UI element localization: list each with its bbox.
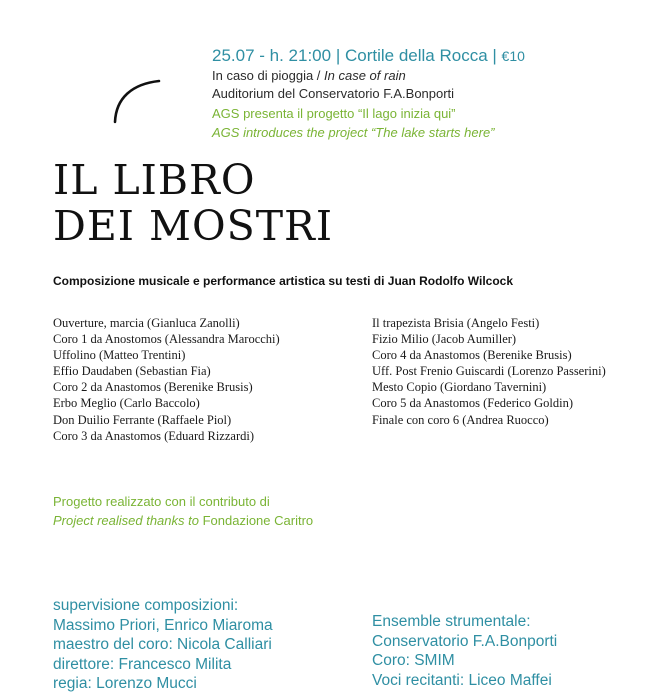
event-info	[212, 46, 525, 66]
rain-venue: Auditorium del Conservatorio F.A.Bonporti	[212, 86, 455, 101]
credit-line: direttore: Francesco Milita	[53, 655, 232, 673]
program-item: Fizio Milio (Jacob Aumiller)	[372, 332, 517, 347]
contribution-it: Progetto realizzato con il contributo di	[53, 494, 270, 509]
program-item: Coro 3 da Anastomos (Eduard Rizzardi)	[53, 428, 254, 443]
program-item: Don Duilio Ferrante (Raffaele Piol)	[53, 412, 232, 427]
credit-line: Voci recitanti: Liceo Maffei	[372, 671, 552, 689]
credits-left	[53, 596, 273, 694]
rain-notice-it: In caso di pioggia	[212, 68, 314, 83]
program-item: Finale con coro 6 (Andrea Ruocco)	[372, 412, 549, 427]
event-date-time: 25.07 - h. 21:00	[212, 46, 332, 65]
rain-notice	[212, 68, 406, 83]
program-item: Coro 2 da Anastomos (Berenike Brusis)	[53, 380, 253, 395]
page-title-line-2: DEI MOSTRI	[53, 202, 334, 250]
project-intro-it: AGS presenta il progetto “Il lago inizia qui”	[212, 106, 456, 121]
contribution-note	[53, 492, 313, 530]
program-item: Erbo Meglio (Carlo Baccolo)	[53, 396, 200, 411]
contribution-en-line	[53, 511, 313, 530]
rain-notice-sep: /	[313, 68, 325, 83]
decorative-arc	[112, 78, 162, 124]
program-list-left	[53, 315, 280, 444]
credit-line: supervisione composizioni:	[53, 597, 239, 614]
project-intro-en: AGS introduces the project “The lake starts here”	[212, 125, 495, 140]
event-venue: Cortile della Rocca	[344, 46, 488, 65]
program-item: Mesto Copio (Giordano Tavernini)	[372, 380, 547, 395]
page-subtitle: Composizione musicale e performance artistica su testi di Juan Rodolfo Wilcock	[53, 274, 514, 288]
credit-line: Coro: SMIM	[372, 652, 455, 669]
event-separator: |	[487, 46, 502, 65]
credit-line: Ensemble strumentale:	[372, 613, 531, 630]
credit-line: regia: Lorenzo Mucci	[53, 675, 197, 692]
event-price: €10	[501, 48, 525, 64]
program-item: Effio Daudaben (Sebastian Fia)	[53, 364, 211, 379]
sponsor-name: Fondazione Caritro	[198, 513, 314, 528]
credits-right	[372, 612, 557, 690]
credit-line: Massimo Priori, Enrico Miaroma	[53, 616, 273, 634]
program-item: Coro 1 da Anostomos (Alessandra Marocchi)	[53, 332, 280, 347]
program-item: Coro 4 da Anastomos (Berenike Brusis)	[372, 348, 572, 363]
program-item: Uffolino (Matteo Trentini)	[53, 348, 186, 363]
rain-notice-en: In case of rain	[324, 68, 406, 83]
program-list-right	[372, 315, 606, 428]
page-title	[53, 157, 333, 249]
contribution-en: Project realised thanks to	[53, 513, 199, 528]
program-item: Ouverture, marcia (Gianluca Zanolli)	[53, 316, 240, 330]
credit-line: Conservatorio F.A.Bonporti	[372, 632, 558, 650]
page-title-line-1: IL LIBRO	[53, 156, 256, 204]
credit-line: maestro del coro: Nicola Calliari	[53, 636, 272, 653]
event-separator: |	[331, 46, 345, 65]
program-item: Uff. Post Frenio Guiscardi (Lorenzo Passerini)	[372, 364, 606, 379]
program-item: Coro 5 da Anastomos (Federico Goldin)	[372, 396, 574, 411]
program-item: Il trapezista Brisia (Angelo Festi)	[372, 316, 540, 330]
